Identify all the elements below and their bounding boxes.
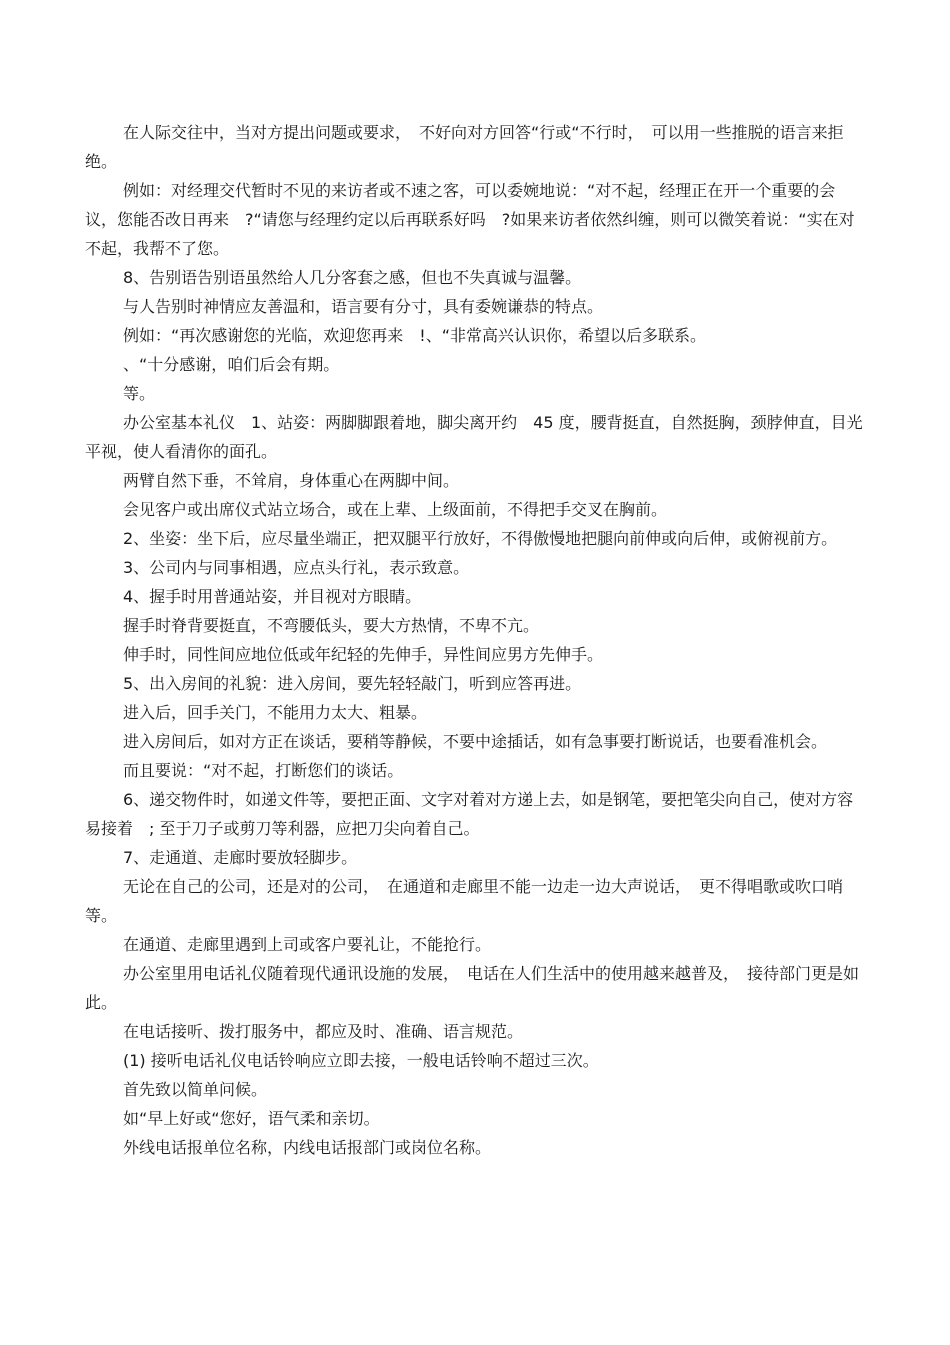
paragraph: 例如：对经理交代暂时不见的来访者或不速之客，可以委婉地说：“对不起，经理正在开一个重要的会议，您能否改日再来 ?“请您与经理约定以后再联系好吗 ?如果来访者依然纠缠，则可以微笑着说：“实在对不起，我帮不了您。 — [85, 181, 855, 258]
paragraph: 无论在自己的公司，还是对的公司， 在通道和走廊里不能一边走一边大声说话， 更不得唱歌或吹口哨等。 — [85, 877, 844, 925]
paragraph: 握手时脊背要挺直，不弯腰低头，要大方热情，不卑不亢。 — [123, 616, 540, 635]
paragraph: 例如：“再次感谢您的光临，欢迎您再来 !、“非常高兴认识你，希望以后多联系。 — [123, 326, 706, 345]
paragraph: 两臂自然下垂，不耸肩，身体重心在两脚中间。 — [123, 471, 460, 490]
paragraph: 外线电话报单位名称，内线电话报部门或岗位名称。 — [123, 1138, 492, 1157]
paragraph: 5、出入房间的礼貌：进入房间，要先轻轻敲门，听到应答再进。 — [123, 674, 582, 693]
paragraph: 首先致以简单问候。 — [123, 1080, 268, 1099]
paragraph: 办公室里用电话礼仪随着现代通讯设施的发展， 电话在人们生活中的使用越来越普及， 接待部门更是如此。 — [85, 964, 860, 1012]
paragraph: 2、坐姿：坐下后，应尽量坐端正，把双腿平行放好，不得傲慢地把腿向前伸或向后伸，或俯视前方。 — [123, 529, 838, 548]
paragraph: 而且要说：“对不起，打断您们的谈话。 — [123, 761, 404, 780]
paragraph: 4、握手时用普通站姿，并目视对方眼睛。 — [123, 587, 422, 606]
paragraph: 、“十分感谢，咱们后会有期。 — [123, 355, 340, 374]
document-body — [85, 118, 867, 1162]
paragraph: 办公室基本礼仪 1、站姿：两脚脚跟着地，脚尖离开约 45 度，腰背挺直，自然挺胸，颈脖伸直，目光平视，使人看清你的面孔。 — [85, 413, 863, 461]
paragraph: 6、递交物件时，如递文件等，要把正面、文字对着对方递上去，如是钢笔，要把笔尖向自己，使对方容易接着 ; 至于刀子或剪刀等利器，应把刀尖向着自己。 — [85, 790, 854, 838]
paragraph: 8、告别语告别语虽然给人几分客套之感，但也不失真诚与温馨。 — [123, 268, 582, 287]
paragraph: 如“早上好或“您好，语气柔和亲切。 — [123, 1109, 380, 1128]
paragraph: (1) 接听电话礼仪电话铃响应立即去接，一般电话铃响不超过三次。 — [123, 1051, 599, 1070]
paragraph: 进入后，回手关门，不能用力太大、粗暴。 — [123, 703, 428, 722]
paragraph: 伸手时，同性间应地位低或年纪轻的先伸手，异性间应男方先伸手。 — [123, 645, 604, 664]
paragraph: 在通道、走廊里遇到上司或客户要礼让，不能抢行。 — [123, 935, 492, 954]
paragraph: 进入房间后，如对方正在谈话，要稍等静候，不要中途插话，如有急事要打断说话，也要看准机会。 — [123, 732, 828, 751]
paragraph: 等。 — [123, 384, 156, 403]
paragraph: 7、走通道、走廊时要放轻脚步。 — [123, 848, 358, 867]
paragraph: 在人际交往中，当对方提出问题或要求， 不好向对方回答“行或“不行时， 可以用一些推脱的语言来拒绝。 — [85, 123, 844, 171]
paragraph: 会见客户或出席仪式站立场合，或在上辈、上级面前，不得把手交叉在胸前。 — [123, 500, 668, 519]
paragraph: 与人告别时神情应友善温和，语言要有分寸，具有委婉谦恭的特点。 — [123, 297, 604, 316]
paragraph: 在电话接听、拨打服务中，都应及时、准确、语言规范。 — [123, 1022, 524, 1041]
paragraph: 3、公司内与同事相遇，应点头行礼，表示致意。 — [123, 558, 470, 577]
